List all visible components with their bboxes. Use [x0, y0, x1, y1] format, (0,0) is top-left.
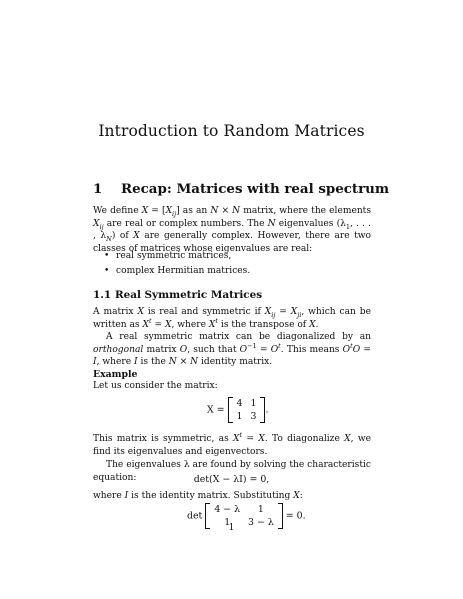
section-title: Recap: Matrices with real spectrum: [121, 181, 390, 197]
example-heading: Example: [93, 369, 138, 380]
characteristic-equation: det(X − λI) = 0,: [193, 474, 270, 485]
document-title: Introduction to Random Matrices: [98, 122, 365, 140]
determinant-equation: det 4 − λ 1 1 3 − λ = 0.: [187, 504, 306, 528]
diagonalize-paragraph: This matrix is symmetric, as $X^t = X$. To diagonalize X, we find its eigenvalues and eigenvectors.: [93, 430, 371, 457]
page-number: 1: [228, 522, 235, 533]
list-item: • complex Hermitian matrices.: [104, 266, 251, 276]
bullet-icon: •: [104, 251, 110, 261]
eigen-lead: The eigenvalues λ are found by solving the characteristic equation:: [93, 460, 371, 483]
section-heading: [93, 181, 389, 197]
symmetric-paragraph: A matrix X is real and symmetric if $X_{ij} = X_{ji}$, which can be written as $X^t = X$, where $X^t$ is the transpose of X.: [93, 307, 372, 330]
identity-note: where I is the identity matrix. Substituting X:: [93, 491, 303, 501]
determinant-matrix: 4 − λ 1 1 3 − λ: [205, 503, 282, 529]
bullet-icon: •: [104, 266, 110, 276]
matrix-x-label: X =: [207, 404, 225, 416]
example-lead: Let us consider the matrix:: [93, 381, 218, 391]
subsection-title: Real Symmetric Matrices: [115, 289, 263, 301]
subsection-number: 1.1: [93, 289, 112, 301]
subsection-heading: [93, 289, 262, 301]
section-number: 1: [93, 181, 103, 197]
matrix-x: 4 1 1 3: [228, 397, 266, 423]
list-item: • real symmetric matrices,: [104, 251, 232, 261]
orthogonal-paragraph: A real symmetric matrix can be diagonalized by an orthogonal matrix O, such that $O^{-1} = O^t$. This means $O^tO = I$, where I is the N × N identity matrix.: [93, 332, 372, 368]
matrix-x-equation: X = 4 1 1 3 .: [207, 398, 269, 422]
matrix-class-list: [104, 251, 250, 281]
intro-paragraph: We define $X = [X_{ij}]$ as an N × N matrix, where the elements $X_{ij}$ are real or complex numbers. The N eigenvalues ($\lambda_1$, . . . , $\lambda_N$) of X are generally complex. However, there are two classes of matrices whose eigenvalues are real:: [93, 206, 372, 254]
